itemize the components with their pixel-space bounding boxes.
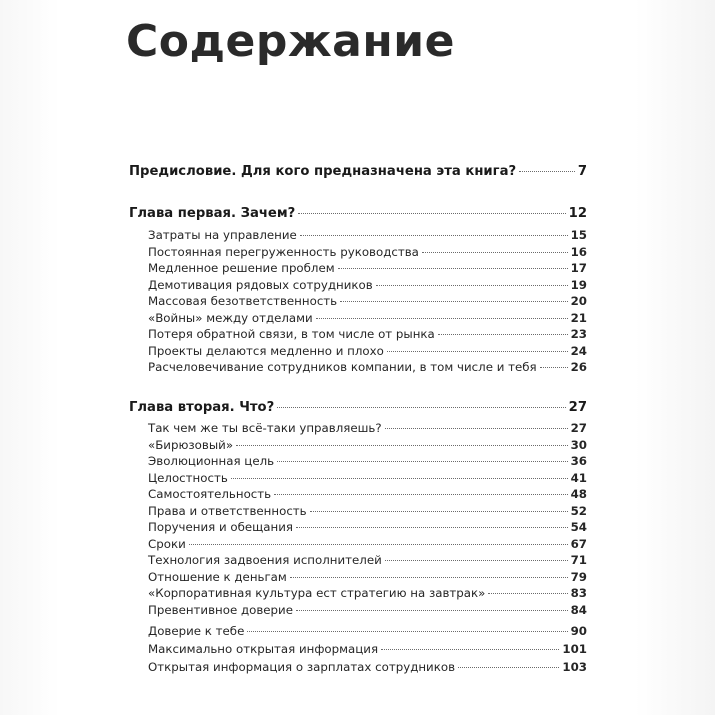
toc-leader-dots <box>231 478 568 479</box>
toc-item <box>148 327 587 341</box>
toc-leader-dots <box>296 610 568 611</box>
toc-leader-dots <box>519 171 575 172</box>
toc-item-label: Целостность <box>148 470 228 485</box>
toc-leader-dots <box>277 407 565 408</box>
toc-item <box>148 294 587 308</box>
toc-leader-dots <box>438 334 568 335</box>
toc-leader-dots <box>381 649 559 650</box>
toc-item-label: Превентивное доверие <box>148 602 293 617</box>
toc-item <box>148 487 587 501</box>
toc-item-label: «Войны» между отделами <box>148 310 313 325</box>
toc-item <box>148 421 587 435</box>
toc-item-label: «Бирюзовый» <box>148 437 234 452</box>
toc-leader-dots <box>385 428 568 429</box>
toc-item-page: 24 <box>570 343 587 358</box>
toc-item-label: Постоянная перегруженность руководства <box>148 244 419 259</box>
toc-chapter-1 <box>129 206 587 221</box>
toc-item <box>148 642 587 656</box>
toc-item-label: Проекты делаются медленно и плохо <box>148 343 384 358</box>
toc-item-label: Сроки <box>148 536 186 551</box>
toc-leader-dots <box>458 667 559 668</box>
toc-item <box>148 360 587 374</box>
toc-item <box>148 660 587 674</box>
toc-item <box>148 553 587 567</box>
toc-item <box>148 520 587 534</box>
toc-item <box>148 570 587 584</box>
toc-leader-dots <box>338 268 568 269</box>
toc-leader-dots <box>316 318 568 319</box>
toc-item-page: 48 <box>570 487 587 501</box>
toc-item-label: Максимально открытая информация <box>148 642 379 656</box>
toc-item <box>148 603 587 617</box>
toc-item-page: 41 <box>570 470 587 485</box>
toc-leader-dots <box>340 301 567 302</box>
toc-entry-page: 12 <box>568 206 587 221</box>
toc-entry-label: Предисловие. Для кого предназначена эта книга? <box>129 164 517 179</box>
toc-leader-dots <box>540 367 568 368</box>
toc-item-label: Так чем же ты всё-таки управляешь? <box>148 421 382 435</box>
toc-item-page: 101 <box>562 642 587 656</box>
toc-item-page: 23 <box>570 327 587 341</box>
toc-leader-dots <box>236 445 568 446</box>
toc-leader-dots <box>277 461 568 462</box>
toc-leader-dots <box>387 351 568 352</box>
toc-item <box>148 471 587 485</box>
toc-leader-dots <box>422 252 568 253</box>
toc-item-label: Потеря обратной связи, в том числе от рынка <box>148 327 435 341</box>
toc-item <box>148 228 587 242</box>
toc-leader-dots <box>300 235 568 236</box>
toc-item-label: «Корпоративная культура ест стратегию на завтрак» <box>148 586 486 600</box>
toc-item-page: 20 <box>570 294 587 308</box>
toc-leader-dots <box>290 577 568 578</box>
toc-item-label: Медленное решение проблем <box>148 261 335 275</box>
toc-item-page: 19 <box>570 277 587 292</box>
toc-item-page: 84 <box>570 602 587 617</box>
toc-item <box>148 245 587 259</box>
toc-leader-dots <box>385 560 568 561</box>
toc-leader-dots <box>189 544 568 545</box>
toc-item <box>148 537 587 551</box>
toc-item-label: Поручения и обещания <box>148 520 293 534</box>
toc-item-label: Демотивация рядовых сотрудников <box>148 277 373 292</box>
toc-leader-dots <box>298 213 565 214</box>
toc-item-label: Эволюционная цель <box>148 454 275 468</box>
toc-item-label: Самостоятельность <box>148 487 272 501</box>
toc-item-page: 90 <box>570 624 587 638</box>
toc-leader-dots <box>296 527 568 528</box>
toc-leader-dots <box>376 285 568 286</box>
toc-entry-page: 7 <box>577 164 587 179</box>
toc-item-page: 17 <box>570 261 587 275</box>
toc-entry-label: Глава вторая. Что? <box>129 400 275 415</box>
page-title: Содержание <box>126 16 455 67</box>
toc-chapter-2 <box>129 400 587 415</box>
toc-item-label: Отношение к деньгам <box>148 569 287 584</box>
toc-entry-page: 27 <box>568 400 587 415</box>
toc-item <box>148 344 587 358</box>
toc-item-page: 52 <box>570 503 587 518</box>
toc-item <box>148 586 587 600</box>
toc-leader-dots <box>247 631 567 632</box>
toc-item-label: Права и ответственность <box>148 503 307 518</box>
toc-item-label: Массовая безответственность <box>148 294 338 308</box>
toc-item <box>148 454 587 468</box>
toc-item <box>148 624 587 638</box>
toc-item-page: 36 <box>570 454 587 468</box>
toc-item <box>148 278 587 292</box>
toc-item-page: 79 <box>570 569 587 584</box>
toc-entry-preface <box>129 164 587 179</box>
toc-item-label: Технология задвоения исполнителей <box>148 553 382 567</box>
toc-item <box>148 261 587 275</box>
toc-entry-label: Глава первая. Зачем? <box>129 206 296 221</box>
toc-item-label: Открытая информация о зарплатах сотрудников <box>148 660 456 674</box>
toc-item-page: 27 <box>570 421 587 435</box>
toc-item-page: 83 <box>570 586 587 600</box>
toc-item-page: 54 <box>570 520 587 534</box>
toc-item-page: 103 <box>562 660 587 674</box>
toc-item-page: 26 <box>570 360 587 374</box>
toc-item-page: 16 <box>570 244 587 259</box>
toc-item-label: Доверие к тебе <box>148 624 245 638</box>
toc-item-page: 67 <box>570 536 587 551</box>
toc-leader-dots <box>274 494 567 495</box>
toc-item <box>148 504 587 518</box>
toc-item <box>148 438 587 452</box>
toc-item-page: 71 <box>570 553 587 567</box>
toc-leader-dots <box>488 593 567 594</box>
toc-item-label: Расчеловечивание сотрудников компании, в том числе и тебя <box>148 360 537 374</box>
toc-item <box>148 311 587 325</box>
toc-item-page: 15 <box>570 228 587 242</box>
toc-item-label: Затраты на управление <box>148 228 297 242</box>
toc-leader-dots <box>310 511 568 512</box>
toc-item-page: 30 <box>570 437 587 452</box>
toc-item-page: 21 <box>570 310 587 325</box>
